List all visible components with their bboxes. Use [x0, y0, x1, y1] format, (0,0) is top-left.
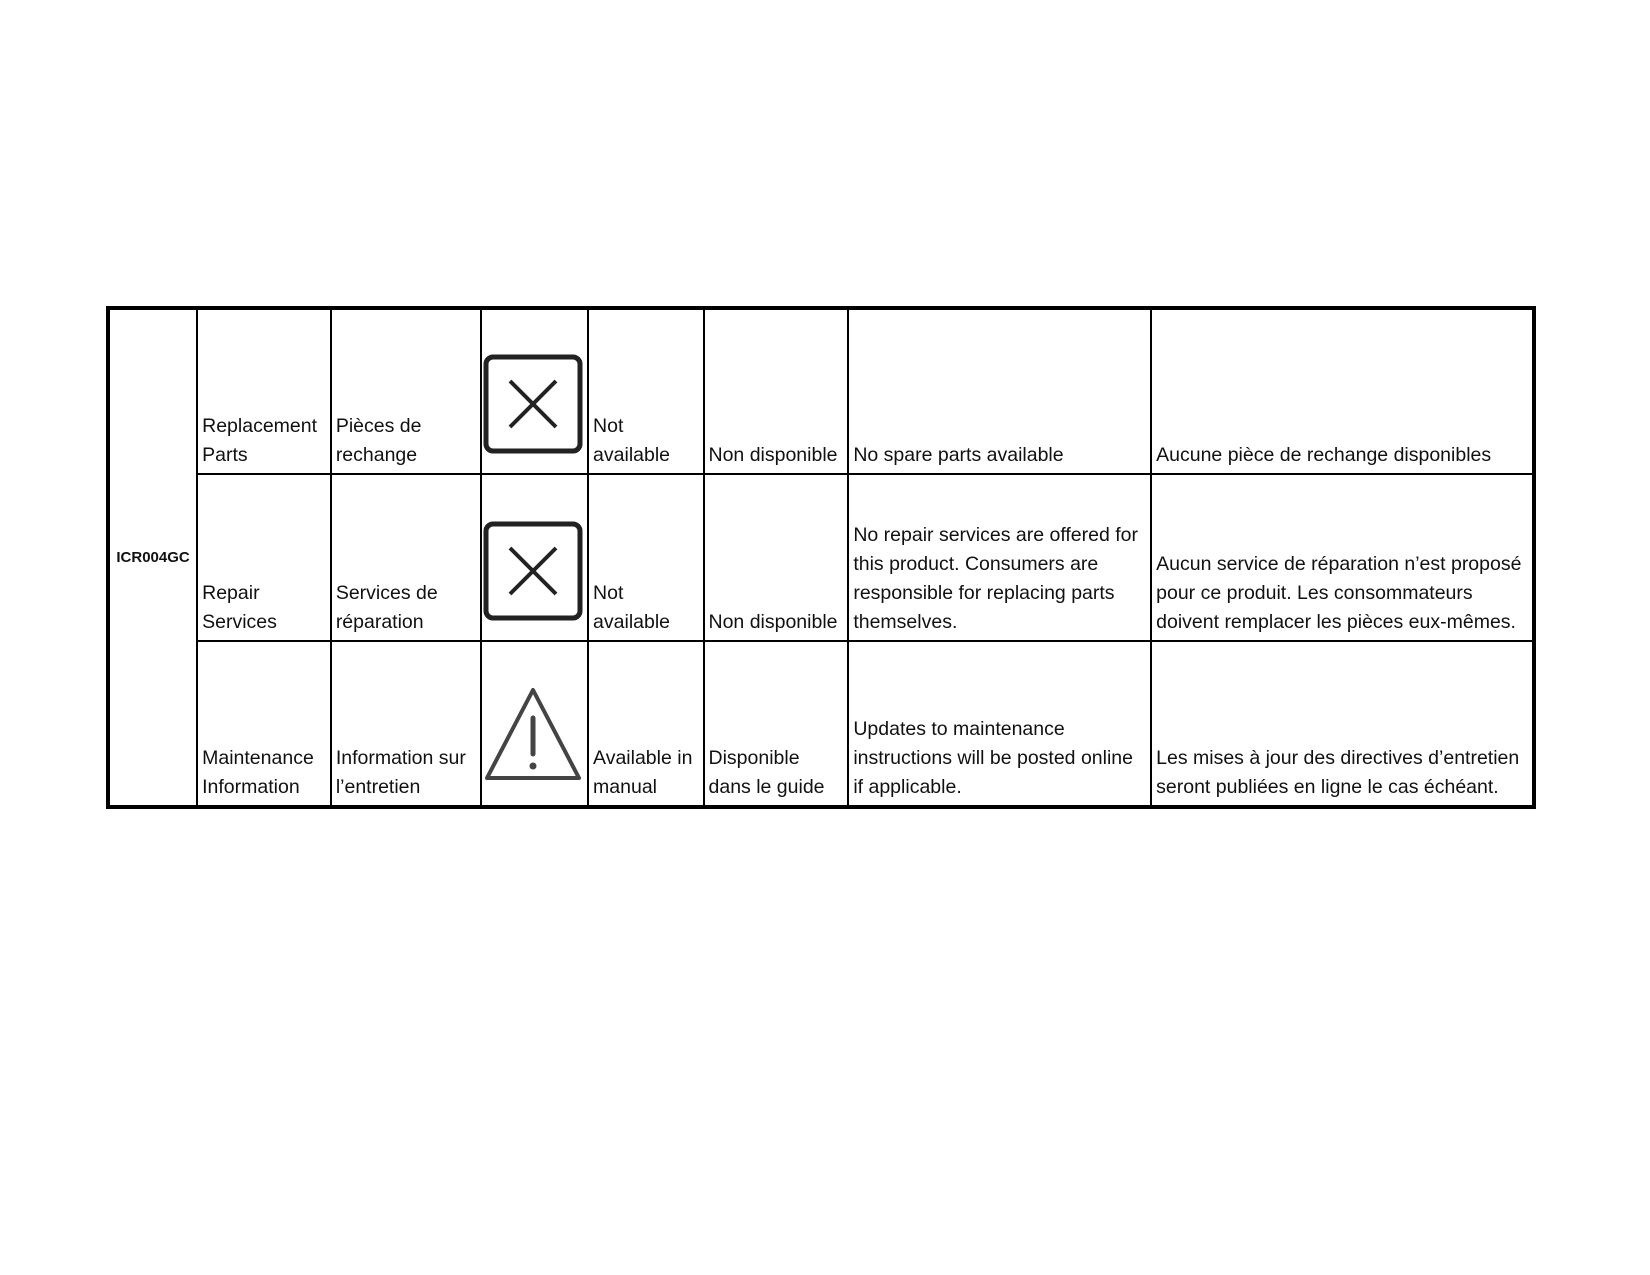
status-fr: Non disponible — [704, 308, 849, 474]
status-en: Not available — [588, 308, 703, 474]
status-en: Available in manual — [588, 641, 703, 807]
category-fr: Services de réparation — [331, 474, 481, 641]
icon-cell — [481, 641, 588, 807]
category-fr: Pièces de rechange — [331, 308, 481, 474]
table-row — [108, 474, 1534, 641]
x-box-icon — [483, 354, 583, 454]
category-en: Replacement Parts — [197, 308, 331, 474]
details-en: No spare parts available — [848, 308, 1151, 474]
status-fr: Non disponible — [704, 474, 849, 641]
category-fr: Information sur l’entretien — [331, 641, 481, 807]
icon-cell — [481, 474, 588, 641]
icon-cell — [481, 308, 588, 474]
repairability-table — [106, 306, 1536, 809]
details-en: No repair services are offered for this product. Consumers are responsible for replacing parts themselves. — [848, 474, 1151, 641]
category-en: Repair Services — [197, 474, 331, 641]
category-en: Maintenance Information — [197, 641, 331, 807]
details-fr: Les mises à jour des directives d’entretien seront publiées en ligne le cas échéant. — [1151, 641, 1534, 807]
status-en: Not available — [588, 474, 703, 641]
details-fr: Aucun service de réparation n’est proposé pour ce produit. Les consommateurs doivent remplacer les pièces eux-mêmes. — [1151, 474, 1534, 641]
x-box-icon — [483, 521, 583, 621]
details-fr: Aucune pièce de rechange disponibles — [1151, 308, 1534, 474]
table-row — [108, 308, 1534, 474]
table-row — [108, 641, 1534, 807]
status-fr: Disponible dans le guide — [704, 641, 849, 807]
warning-triangle-icon — [483, 684, 583, 784]
model-number: ICR004GC — [108, 308, 197, 807]
details-en: Updates to maintenance instructions will be posted online if applicable. — [848, 641, 1151, 807]
